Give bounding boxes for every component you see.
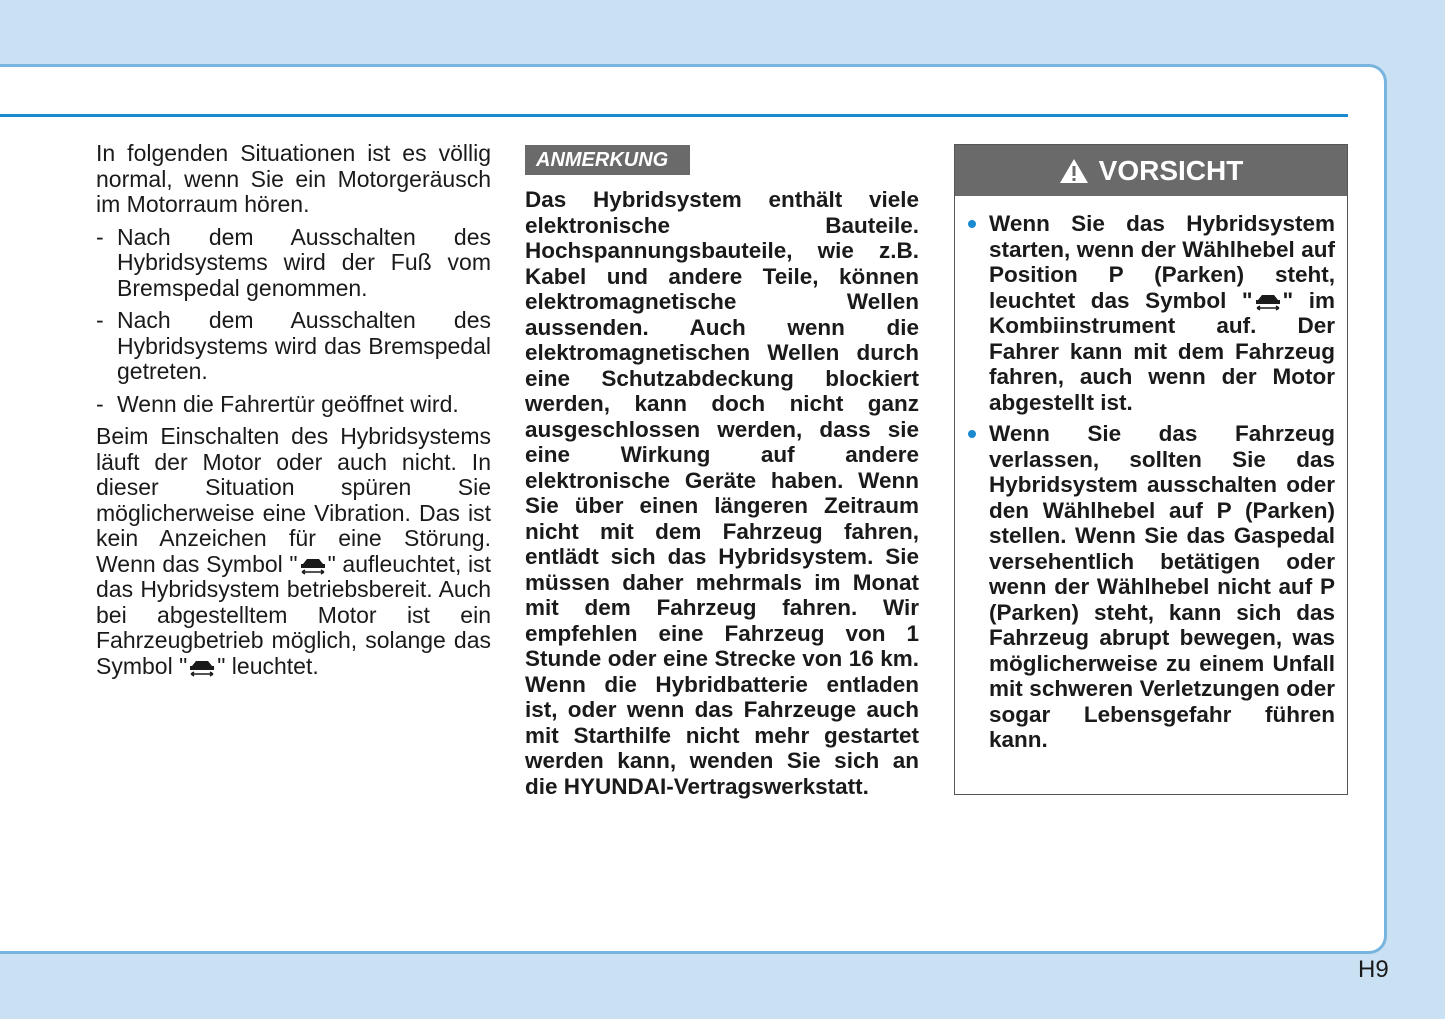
hybrid-ready-car-icon — [1253, 291, 1283, 311]
situation-list — [96, 225, 491, 418]
caution-text: " im Kombiinstrument auf. Der Fahrer kann mit dem Fahrzeug fahren, auch wenn der Motor abgestellt ist. — [989, 287, 1335, 415]
caution-item — [967, 211, 1335, 415]
paragraph-text: " leuchtet. — [217, 652, 319, 679]
caution-list — [967, 211, 1335, 759]
hybrid-ready-car-icon — [298, 555, 328, 575]
intro-paragraph: In folgenden Situationen ist es völlig normal, wenn Sie ein Motorgeräusch im Motorraum hören. — [96, 140, 491, 217]
note-text: Das Hybridsystem enthält viele elektronische Bauteile. Hochspannungsbauteile, wie z.B. Kabel und andere Teile, können elektromagnetische Wellen aussenden. Auch wenn die elektromagnetischen Wellen durch eine Schutzabdeckung blockiert werden, kann doch nicht ganz ausgeschlossen werden, dass sie eine Wirkung auf andere elektronische Geräte haben. Wenn Sie über einen längeren Zeitraum nicht mit dem Fahrzeug fahren, entlädt sich das Hybridsystem. Sie müssen daher mehrmals im Monat mit dem Fahrzeug fahren. Wir empfehlen eine Fahrzeug von 1 Stunde oder eine Strecke von 16 km. Wenn die Hybridbatterie entladen ist, oder wenn das Fahrzeuge auch mit Starthilfe nicht mehr gestartet werden kann, wenden Sie sich an die HYUNDAI-Vertragswerkstatt. — [525, 187, 919, 799]
paragraph-text: " aufleuchtet, ist das Hybridsystem betriebsbereit. Auch bei abgestelltem Motor ist ein Fahrzeugbetrieb möglich, solange das Symbol " — [96, 550, 491, 679]
list-item: - Nach dem Ausschalten des Hybridsystems wird das Bremspedal getreten. — [96, 308, 491, 385]
column-general-info — [96, 141, 491, 679]
caution-item: Wenn Sie das Fahrzeug verlassen, sollten Sie das Hybridsystem ausschalten oder den Wählhebel auf P (Parken) stellen. Wenn Sie das Gaspedal versehentlich betätigen oder wenn der Wählhebel nicht auf P (Parken) steht, kann sich das Fahrzeug abrupt bewegen, was möglicherweise zu einem Unfall mit schweren Verletzungen oder sogar Lebensgefahr führen kann. — [967, 421, 1335, 753]
header-rule — [0, 114, 1348, 117]
list-item: - Wenn die Fahrertür geöffnet wird. — [96, 392, 491, 418]
ready-symbol-paragraph — [96, 424, 491, 679]
caution-title: VORSICHT — [1098, 154, 1244, 186]
caution-text: Wenn Sie das Hybridsystem starten, wenn der Wählhebel auf Position P (Parken) steht, leuchtet das Symbol " — [989, 211, 1335, 313]
hybrid-ready-car-icon — [187, 657, 217, 677]
caution-box — [954, 144, 1348, 795]
paragraph-text: Beim Einschalten des Hybridsystems läuft der Motor oder auch nicht. In dieser Situation spüren Sie möglicherweise eine Vibration. Das ist kein Anzeichen für eine Störung. Wenn das Symbol " — [96, 423, 491, 577]
note-label: ANMERKUNG — [525, 145, 690, 175]
caution-header — [955, 145, 1347, 196]
page-number: H9 — [1358, 956, 1389, 983]
warning-triangle-icon — [1059, 158, 1089, 184]
list-item: - Nach dem Ausschalten des Hybridsystems wird der Fuß vom Bremspedal genommen. — [96, 225, 491, 302]
